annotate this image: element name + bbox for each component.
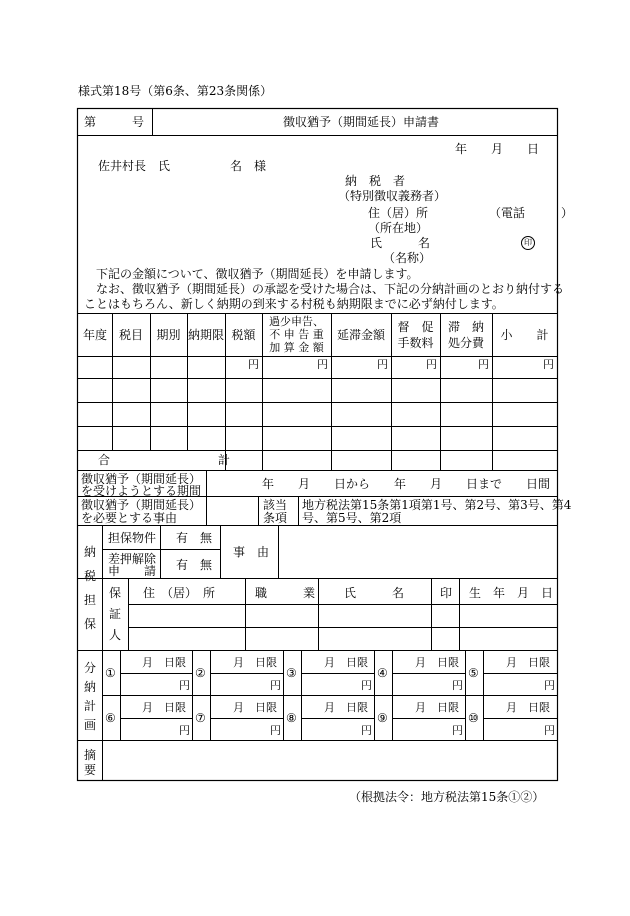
header-due-date: 納期限 [187, 328, 224, 342]
header-late-fee: 延滞金額 [336, 328, 385, 342]
inst-yen-7: 円 [270, 724, 281, 737]
collateral-side-2: 税 [84, 569, 97, 583]
collateral-side-4: 保 [84, 617, 97, 631]
inst-date-2: 月 日限 [233, 656, 277, 669]
inst-yen-3: 円 [361, 679, 372, 692]
header-penalty-1: 過少申告、 [269, 315, 324, 328]
header-tax-item: 税目 [118, 328, 143, 342]
memo-side-2: 要 [84, 763, 97, 777]
reason-label-1: 徴収猶予（期間延長） [81, 498, 202, 512]
clause-label-1: 該当 [263, 498, 288, 512]
clause-label-2: 条項 [263, 511, 288, 525]
body-line-1: 下記の金額について、徴収猶予（期間延長）を申請します。 [96, 267, 419, 281]
date-line: 年 月 日 [455, 142, 540, 156]
inst-yen-5: 円 [544, 679, 555, 692]
total-label: 合 計 [98, 453, 231, 467]
inst-yen-8: 円 [361, 724, 372, 737]
collateral-side-1: 納 [84, 545, 97, 559]
inst-no-10: ⑩ [468, 711, 479, 725]
body-line-3: ことはもちろん、新しく納期の到来する村税も納期限までに必ず納付します。 [84, 297, 504, 311]
yen-dunning: 円 [426, 358, 437, 371]
installment-side-3: 計 [84, 699, 97, 713]
reason-label-2: を必要とする事由 [81, 511, 178, 525]
guarantor-name: 氏 名 [344, 586, 405, 600]
collateral-yes-no-1: 有 無 [176, 531, 213, 545]
collateral-item-2a: 差押解除 [108, 552, 157, 566]
collateral-reason: 事 由 [233, 545, 270, 559]
seal-circle: 印 [521, 236, 535, 250]
form-title: 徴収猶予（期間延長）申請書 [283, 115, 440, 129]
collateral-side-3: 担 [84, 593, 97, 607]
inst-yen-10: 円 [544, 724, 555, 737]
guarantor-job: 職 業 [255, 586, 316, 600]
taxpayer-label: 納 税 者 [345, 174, 406, 188]
inst-date-3: 月 日限 [324, 656, 368, 669]
inst-no-8: ⑧ [286, 711, 297, 725]
collateral-item-2b: 申 請 [108, 564, 157, 578]
inst-no-7: ⑦ [195, 711, 206, 725]
clause-value-1: 地方税法第15条第1項第1号、第2号、第3号、第4 [302, 498, 572, 512]
inst-no-5: ⑤ [468, 666, 479, 680]
installment-side-1: 分 [84, 661, 97, 675]
header-penalty-2: 不 申 告 重 [269, 328, 324, 341]
location-label: （所在地） [368, 221, 429, 235]
inst-yen-4: 円 [452, 679, 463, 692]
header-penalty-3: 加 算 金 額 [269, 341, 324, 354]
header-subtotal: 小 計 [500, 328, 549, 342]
legal-basis: （根拠法令：地方税法第15条①②） [349, 790, 545, 804]
guarantor-address: 住 （居） 所 [143, 586, 216, 600]
inst-date-7: 月 日限 [233, 701, 277, 714]
inst-no-1: ① [105, 666, 116, 680]
inst-date-4: 月 日限 [415, 656, 459, 669]
address-label: 住（居）所 [368, 206, 429, 220]
yen-subtotal: 円 [543, 358, 554, 371]
inst-yen-1: 円 [179, 679, 190, 692]
header-tax-amount: 税額 [231, 328, 256, 342]
number-label: 第 号 [84, 115, 145, 129]
clause-value-2: 号、第5号、第2項 [302, 511, 402, 525]
name-label: 氏 名 [370, 236, 431, 250]
inst-no-4: ④ [377, 666, 388, 680]
withholding-agent-label: （特別徴収義務者） [338, 189, 447, 203]
inst-date-1: 月 日限 [142, 656, 186, 669]
inst-date-9: 月 日限 [415, 701, 459, 714]
period-value: 年 月 日から 年 月 日まで 日間 [262, 477, 551, 491]
addressee: 佐井村長 氏 名 様 [98, 159, 267, 173]
inst-yen-9: 円 [452, 724, 463, 737]
guarantor-3: 人 [109, 628, 122, 642]
guarantor-2: 証 [109, 607, 122, 621]
header-disposal-2: 処分費 [447, 336, 484, 350]
inst-no-9: ⑨ [377, 711, 388, 725]
inst-yen-6: 円 [179, 724, 190, 737]
installment-side-2: 納 [84, 680, 97, 694]
guarantor-birth: 生 年 月 日 [469, 586, 554, 600]
yen-penalty: 円 [317, 358, 328, 371]
header-dunning-2: 手数料 [397, 336, 434, 350]
phone-label: （電話 ） [489, 206, 574, 220]
inst-date-8: 月 日限 [324, 701, 368, 714]
form-reference: 様式第18号（第6条、第23条関係） [78, 84, 273, 98]
collateral-item-1: 担保物件 [108, 531, 157, 545]
header-year: 年度 [82, 328, 107, 342]
header-disposal-1: 滞 納 [447, 320, 484, 334]
inst-no-6: ⑥ [105, 711, 116, 725]
memo-side-1: 摘 [84, 748, 97, 762]
seal-mark [521, 234, 535, 250]
inst-date-6: 月 日限 [142, 701, 186, 714]
period-label-2: を受けようとする期間 [81, 484, 202, 498]
guarantor-1: 保 [109, 586, 122, 600]
inst-date-10: 月 日限 [506, 701, 550, 714]
inst-no-2: ② [195, 666, 206, 680]
installment-side-4: 画 [84, 718, 97, 732]
yen-tax: 円 [248, 358, 259, 371]
yen-late-fee: 円 [377, 358, 388, 371]
company-name-label: （名称） [383, 251, 432, 265]
inst-no-3: ③ [286, 666, 297, 680]
header-period: 期別 [156, 328, 181, 342]
guarantor-seal: 印 [440, 586, 453, 600]
header-dunning-1: 督 促 [397, 320, 434, 334]
body-line-2: なお、徴収猶予（期間延長）の承認を受けた場合は、下記の分納計画のとおり納付する [96, 282, 565, 296]
inst-date-5: 月 日限 [506, 656, 550, 669]
period-label-1: 徴収猶予（期間延長） [81, 472, 202, 486]
yen-disposal: 円 [478, 358, 489, 371]
inst-yen-2: 円 [270, 679, 281, 692]
collateral-yes-no-2: 有 無 [176, 558, 213, 572]
